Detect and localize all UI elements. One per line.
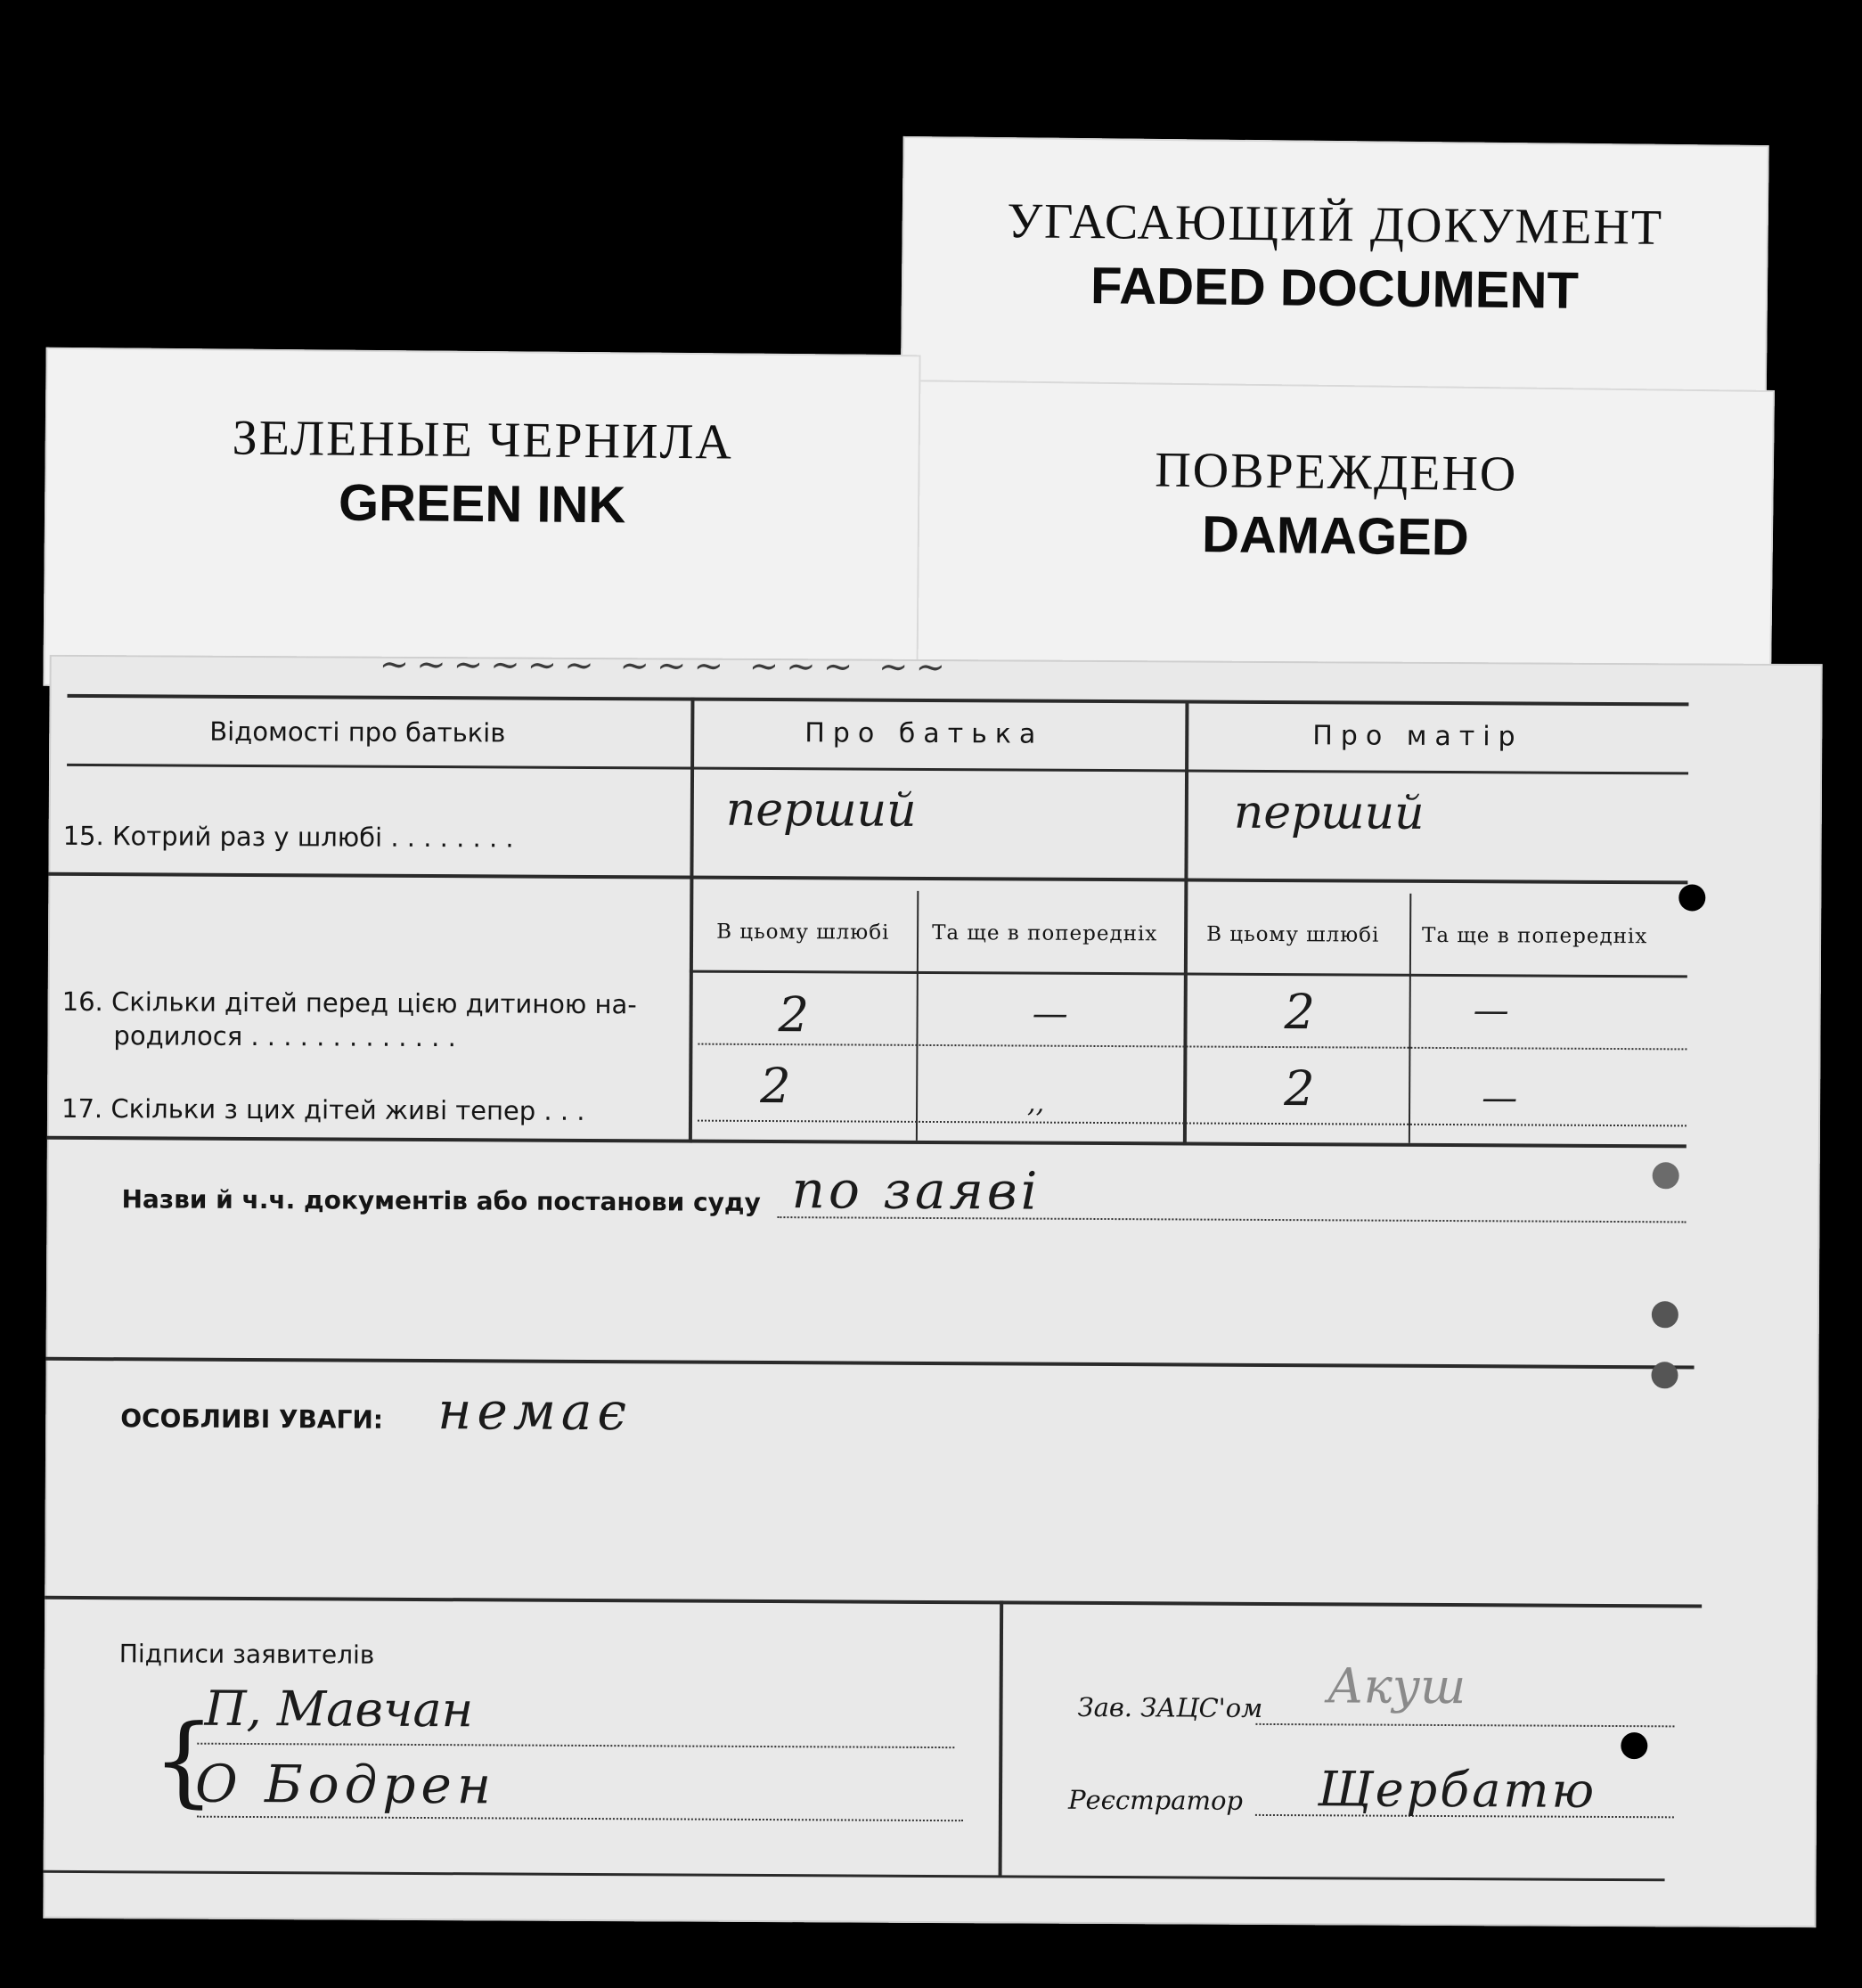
form-bottom-line — [44, 1870, 1665, 1882]
green-ink-label — [43, 348, 920, 694]
col-divider-1 — [689, 698, 695, 1143]
row15-father-value: перший — [725, 782, 917, 838]
applicant1-dotline — [197, 1743, 954, 1748]
subheader-father-previous: Та ще в попередніх — [932, 920, 1158, 946]
applicant1-signature: П, Мавчан — [204, 1680, 474, 1738]
registrar-label: Реєстратор — [1067, 1784, 1244, 1816]
punch-hole-4 — [1651, 1362, 1678, 1388]
row17-label: 17. Скільки з цих дітей живі тепер . . . — [61, 1092, 585, 1126]
subheader-bottom-line — [690, 970, 1687, 978]
col-divider-2 — [1183, 699, 1189, 1145]
row16-father-this: 2 — [778, 986, 810, 1043]
row15-bottom-line — [48, 872, 1687, 885]
subheader-mother-this: В цьому шлюбі — [1206, 922, 1380, 947]
green-ink-label-en: GREEN INK — [338, 473, 626, 535]
green-ink-label-ru: ЗЕЛЕНЫЕ ЧЕРНИЛА — [232, 410, 734, 470]
row17-father-this: 2 — [760, 1057, 791, 1115]
row15-mother-value: перший — [1233, 785, 1425, 840]
damaged-label — [896, 380, 1775, 684]
subheader-mother-previous: Та ще в попередніх — [1422, 923, 1648, 949]
header-bottom-line — [67, 764, 1688, 775]
row17-dotline — [698, 1120, 1686, 1127]
row17-bottom-line — [47, 1136, 1686, 1149]
documents-label: Назви й ч.ч. документів або постанови суду — [121, 1184, 761, 1217]
row17-mother-prev: — — [1482, 1077, 1518, 1119]
cut-off-handwriting: ~~~~~~ ~~~ ~~~ ~~ — [379, 643, 953, 689]
notes-label: ОСОБЛИВІ УВАГИ: — [120, 1403, 384, 1435]
damaged-label-en: DAMAGED — [1201, 505, 1470, 567]
applicants-brace: { — [151, 1703, 216, 1818]
row16-dotline — [698, 1043, 1686, 1051]
col-divider-sub-1 — [916, 891, 919, 1141]
table-top-line — [67, 694, 1688, 707]
row17-mother-this: 2 — [1284, 1060, 1315, 1117]
applicant2-signature: О Бодрен — [194, 1753, 497, 1816]
signature-divider — [999, 1600, 1004, 1877]
damaged-label-ru: ПОВРЕЖДЕНО — [1154, 442, 1518, 503]
head-dotline — [1255, 1723, 1674, 1727]
head-signature: Акуш — [1327, 1657, 1466, 1715]
header-mother: Про матір — [1312, 720, 1523, 753]
col-divider-sub-2 — [1409, 894, 1411, 1143]
notes-bottom-line — [45, 1596, 1702, 1608]
documents-value: по заяві — [791, 1159, 1041, 1222]
punch-hole-3 — [1652, 1301, 1678, 1328]
head-of-registry-label: Зав. ЗАЦС'ом — [1077, 1691, 1263, 1723]
header-father: Про батька — [804, 717, 1044, 750]
registrar-signature: Щербатю — [1317, 1761, 1597, 1819]
row16-label-line1: 16. Скільки дітей перед цією дитиною на- — [61, 986, 637, 1020]
row16-mother-this: 2 — [1284, 984, 1316, 1041]
faded-label-en: FADED DOCUMENT — [1090, 257, 1580, 320]
row16-father-prev: — — [1032, 993, 1068, 1035]
header-parents-info: Відомості про батьків — [209, 716, 506, 749]
subheader-father-this: В цьому шлюбі — [716, 920, 890, 945]
applicant2-dotline — [197, 1816, 963, 1822]
registration-form — [43, 643, 1822, 1927]
row15-label: 15. Котрий раз у шлюбі . . . . . . . . — [62, 820, 514, 854]
row16-mother-prev: — — [1473, 990, 1509, 1032]
row16-label-line2: родилося . . . . . . . . . . . . . — [113, 1020, 456, 1053]
documents-bottom-line — [46, 1357, 1695, 1370]
applicants-label: Підписи заявителів — [118, 1639, 375, 1670]
notes-value: немає — [437, 1380, 633, 1443]
row17-father-prev: ,, — [1027, 1087, 1045, 1119]
faded-label-ru: УГАСАЮЩИЙ ДОКУМЕНТ — [1007, 193, 1664, 256]
punch-hole-1 — [1678, 884, 1705, 911]
punch-hole-5 — [1621, 1732, 1647, 1759]
punch-hole-2 — [1653, 1162, 1679, 1189]
